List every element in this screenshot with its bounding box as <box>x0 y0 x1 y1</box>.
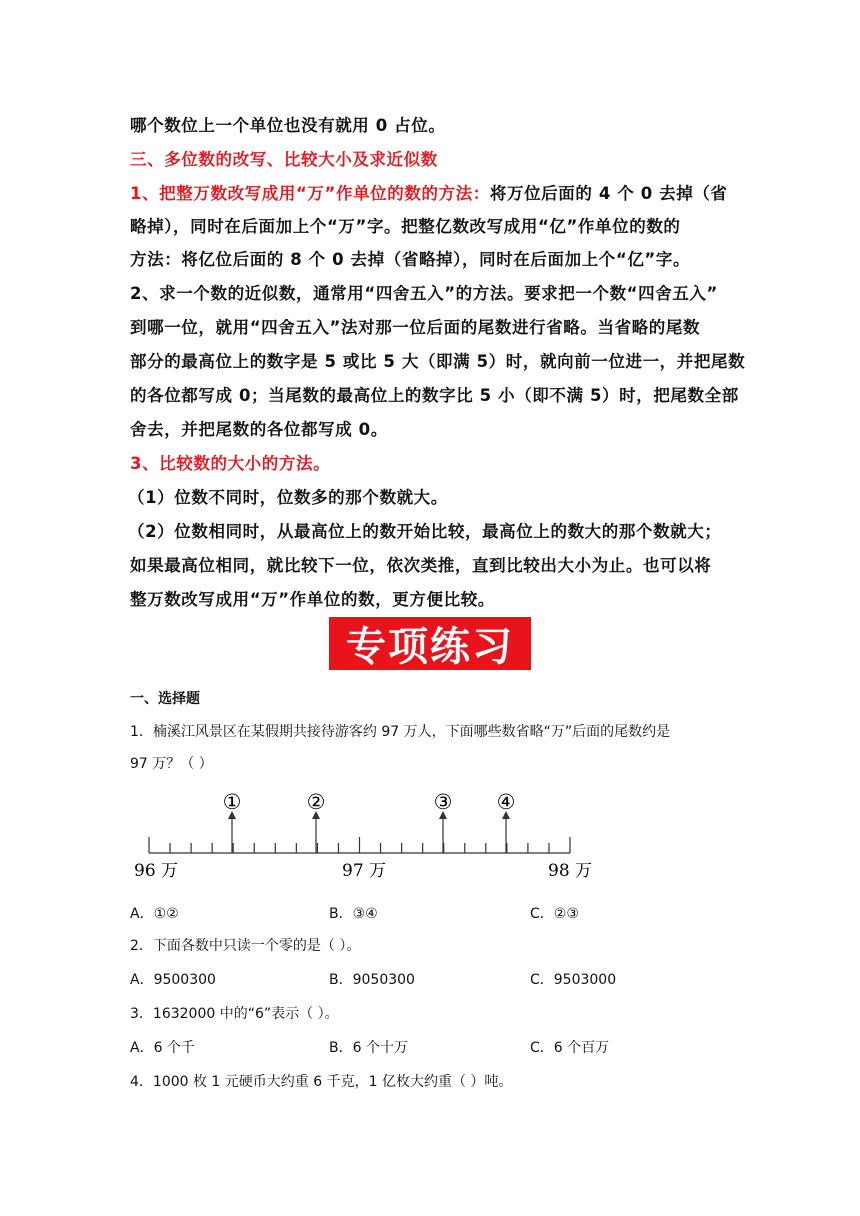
text-line: 哪个数位上一个单位也没有就用 0 占位。 <box>130 116 446 135</box>
marker-1 <box>223 790 242 853</box>
number-line-figure <box>130 790 600 885</box>
subheading: 3、比较数的大小的方法。 <box>130 454 331 473</box>
svg-text:①: ① <box>222 790 242 814</box>
label-97wan: 97 万 <box>342 861 387 881</box>
paragraph-line <box>130 180 728 204</box>
paragraph-line: 部分的最高位上的数字是 5 或比 5 大（即满 5）时，就向前一位进一，并把尾数 <box>130 352 746 371</box>
paragraph-line: 2、求一个数的近似数，通常用“四舍五入”的方法。要求把一个数“四舍五入” <box>130 284 718 303</box>
paragraph-line: 如果最高位相同，就比较下一位，依次类推，直到比较出大小为止。也可以将 <box>130 556 712 575</box>
question-3-stem: 3．1632000 中的“6”表示（ ）。 <box>130 1006 339 1022</box>
number-line-ticks <box>149 837 570 853</box>
q1-option-b: B．③④ <box>329 906 378 922</box>
svg-text:③: ③ <box>433 790 453 814</box>
question-2-stem: 2．下面各数中只读一个零的是（ ）。 <box>130 938 361 954</box>
question-1-stem: 1．楠溪江风景区在某假期共接待游客约 97 万人，下面哪些数省略“万”后面的尾数约是 <box>130 724 671 740</box>
section-heading: 三、多位数的改写、比较大小及求近似数 <box>130 150 438 169</box>
question-4-stem: 4．1000 枚 1 元硬币大约重 6 千克，1 亿枚大约重（ ）吨。 <box>130 1074 513 1090</box>
paragraph-lead: 1、把整万数改写成用“万”作单位的数的方法： <box>130 184 490 203</box>
paragraph-line: 的各位都写成 0；当尾数的最高位上的数字比 5 小（即不满 5）时，把尾数全部 <box>130 386 739 405</box>
section-title: 一、选择题 <box>130 691 200 707</box>
q3-option-b: B．6 个十万 <box>329 1040 408 1056</box>
label-98wan: 98 万 <box>548 861 593 881</box>
q3-option-c: C．6 个百万 <box>530 1040 610 1056</box>
practice-banner: 专项练习 <box>329 617 531 670</box>
question-1-stem-cont: 97 万？（ ） <box>130 756 213 772</box>
q3-option-a: A．6 个千 <box>130 1040 195 1056</box>
q1-option-c: C．②③ <box>530 906 579 922</box>
paragraph-line: 略掉），同时在后面加上个“万”字。把整亿数改写成用“亿”作单位的数的 <box>130 217 681 236</box>
marker-3 <box>434 790 453 853</box>
paragraph-line: （1）位数不同时，位数多的那个数就大。 <box>128 488 448 507</box>
marker-4 <box>497 790 516 853</box>
svg-text:④: ④ <box>496 790 516 814</box>
paragraph-line: 方法：将亿位后面的 8 个 0 去掉（省略掉），同时在后面加上个“亿”字。 <box>130 250 691 269</box>
q2-option-c: C．9503000 <box>530 972 617 988</box>
paragraph-line: 到哪一位，就用“四舍五入”法对那一位后面的尾数进行省略。当省略的尾数 <box>130 318 701 337</box>
paragraph-text: 将万位后面的 4 个 0 去掉（省 <box>489 184 728 203</box>
q1-option-a: A．①② <box>130 906 179 922</box>
q2-option-a: A．9500300 <box>130 972 216 988</box>
paragraph-line: 整万数改写成用“万”作单位的数，更方便比较。 <box>130 590 495 609</box>
marker-2 <box>307 790 326 853</box>
label-96wan: 96 万 <box>134 861 179 881</box>
svg-text:②: ② <box>306 790 326 814</box>
paragraph-line: （2）位数相同时，从最高位上的数开始比较，最高位上的数大的那个数就大； <box>128 522 722 541</box>
paragraph-line: 舍去，并把尾数的各位都写成 0。 <box>130 420 388 439</box>
q2-option-b: B．9050300 <box>329 972 415 988</box>
